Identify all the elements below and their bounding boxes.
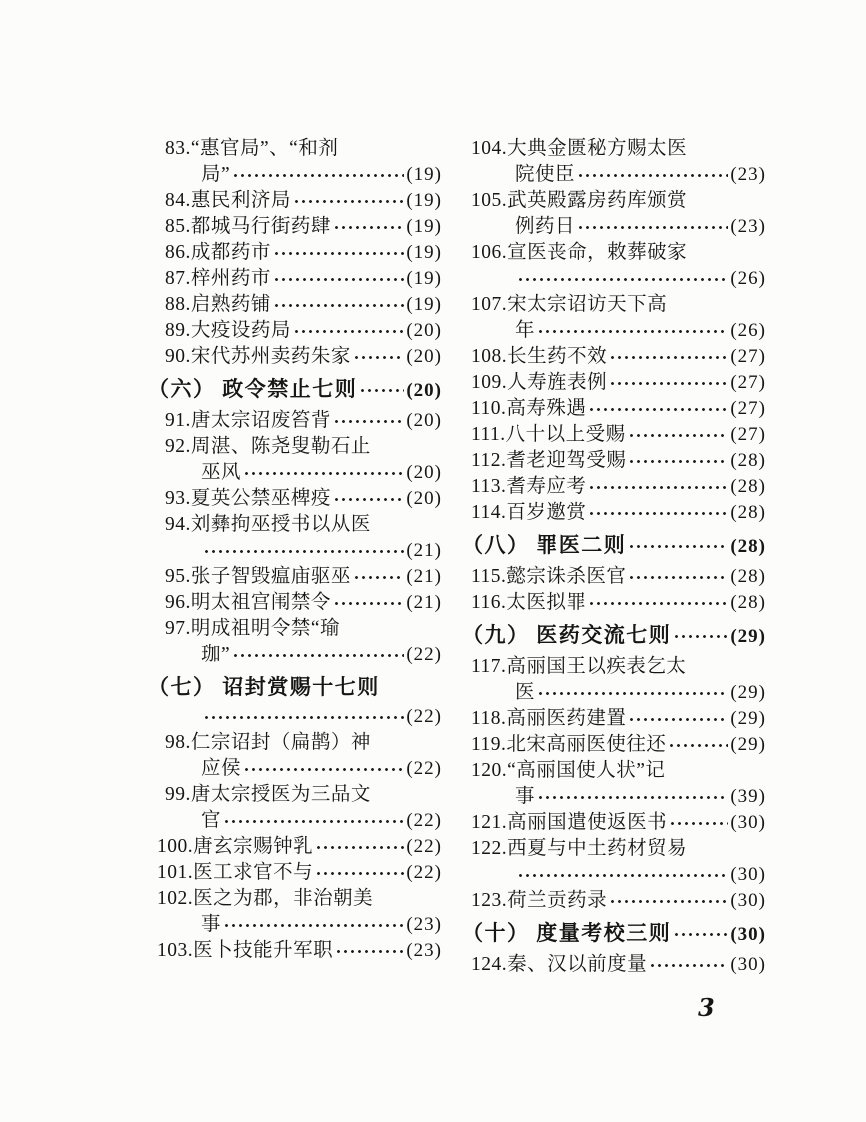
toc-line xyxy=(148,538,442,564)
toc-line xyxy=(148,214,442,240)
toc-line xyxy=(148,590,442,616)
dot-leader xyxy=(517,872,728,879)
dot-leader xyxy=(293,198,404,205)
page-ref: (20) xyxy=(406,462,442,483)
toc-text: 86.成都药市 xyxy=(165,242,271,263)
page-ref: (19) xyxy=(406,216,442,237)
toc-line xyxy=(462,266,766,292)
toc-line xyxy=(148,266,442,292)
toc-line xyxy=(462,654,766,680)
page-ref: (22) xyxy=(406,836,442,857)
toc-text: 118.高丽医药建置 xyxy=(471,708,627,729)
dot-leader xyxy=(537,794,728,801)
toc-line xyxy=(148,886,442,912)
toc-section-heading xyxy=(148,376,442,404)
toc-text: 121.高丽国遣使返医书 xyxy=(471,812,668,833)
toc-line xyxy=(462,564,766,590)
toc-text: 巫风 xyxy=(201,462,242,483)
dot-leader xyxy=(203,714,404,721)
dot-leader xyxy=(628,574,728,581)
toc-text: 102.医之为郡，非治朝美 xyxy=(157,888,374,909)
toc-column-left xyxy=(148,136,442,964)
toc-text: 88.启熟药铺 xyxy=(165,294,271,315)
toc-text: 事 xyxy=(515,786,536,807)
toc-text: 107.宋太宗诏访天下高 xyxy=(471,294,668,315)
toc-text: 110.高寿殊遇 xyxy=(471,398,587,419)
toc-text: 106.宣医丧命，敕葬破家 xyxy=(471,242,688,263)
toc-line xyxy=(148,860,442,886)
dot-leader xyxy=(243,470,404,477)
page-ref: (28) xyxy=(730,536,766,557)
dot-leader xyxy=(353,574,404,581)
page-ref: (30) xyxy=(730,864,766,885)
page-ref: (23) xyxy=(406,940,442,961)
dot-leader xyxy=(588,510,728,517)
toc-line xyxy=(148,136,442,162)
toc-text: 97.明成祖明令禁“瑜 xyxy=(165,618,341,639)
toc-text: （七） 诏封赏赐十七则 xyxy=(148,675,380,699)
page-ref: (30) xyxy=(730,890,766,911)
toc-text: 珈” xyxy=(201,644,231,665)
page-ref: (22) xyxy=(406,758,442,779)
toc-line xyxy=(462,162,766,188)
toc-line xyxy=(462,952,766,978)
dot-leader xyxy=(649,962,728,969)
toc-text: 局” xyxy=(201,164,231,185)
page-ref: (27) xyxy=(730,424,766,445)
toc-text: 113.耆寿应考 xyxy=(471,476,587,497)
toc-text: 93.夏英公禁巫椑疫 xyxy=(165,488,331,509)
toc-text: 92.周湛、陈尧叟勒石止 xyxy=(165,436,371,457)
toc-text: 年 xyxy=(515,320,536,341)
toc-line xyxy=(462,370,766,396)
toc-line xyxy=(148,834,442,860)
toc-line xyxy=(462,758,766,784)
toc-text: 94.刘彝拘巫授书以从医 xyxy=(165,514,371,535)
toc-text: 89.大疫设药局 xyxy=(165,320,291,341)
toc-line xyxy=(148,704,442,730)
toc-line xyxy=(148,188,442,214)
dot-leader xyxy=(273,302,404,309)
toc-text: 90.宋代苏州卖药朱家 xyxy=(165,346,351,367)
toc-text: 100.唐玄宗赐钟乳 xyxy=(157,836,314,857)
toc-section-heading xyxy=(462,920,766,948)
toc-line xyxy=(148,240,442,266)
toc-text: 96.明太祖宫闱禁令 xyxy=(165,592,331,613)
page-ref: (22) xyxy=(406,706,442,727)
dot-leader xyxy=(577,172,728,179)
toc-text: 119.北宋高丽医使往还 xyxy=(471,734,667,755)
toc-line xyxy=(462,784,766,810)
dot-leader xyxy=(628,543,728,550)
dot-leader xyxy=(609,380,728,387)
dot-leader xyxy=(353,354,404,361)
page-ref: (19) xyxy=(406,190,442,211)
toc-line xyxy=(462,318,766,344)
dot-leader xyxy=(517,276,728,283)
toc-column-right xyxy=(462,136,766,978)
toc-text: 117.高丽国王以疾表乞太 xyxy=(471,656,687,677)
toc-line xyxy=(148,808,442,834)
toc-line xyxy=(462,862,766,888)
dot-leader xyxy=(273,250,404,257)
page-ref: (20) xyxy=(406,488,442,509)
dot-leader xyxy=(243,766,404,773)
toc-line xyxy=(462,500,766,526)
page-ref: (28) xyxy=(730,502,766,523)
dot-leader xyxy=(223,818,404,825)
page-ref: (30) xyxy=(730,812,766,833)
dot-leader xyxy=(588,484,728,491)
toc-line xyxy=(148,460,442,486)
toc-line xyxy=(462,292,766,318)
page-ref: (20) xyxy=(406,410,442,431)
page-ref: (20) xyxy=(406,346,442,367)
toc-text: 87.梓州药市 xyxy=(165,268,271,289)
toc-text: 108.长生药不效 xyxy=(471,346,608,367)
page-ref: (29) xyxy=(730,682,766,703)
page-ref: (21) xyxy=(406,540,442,561)
dot-leader xyxy=(232,652,404,659)
toc-line xyxy=(148,408,442,434)
toc-line xyxy=(462,680,766,706)
toc-line xyxy=(462,422,766,448)
dot-leader xyxy=(628,458,728,465)
toc-line xyxy=(148,292,442,318)
dot-leader xyxy=(537,690,728,697)
toc-text: 事 xyxy=(201,914,222,935)
toc-text: 院使臣 xyxy=(515,164,576,185)
page-ref: (39) xyxy=(730,786,766,807)
dot-leader xyxy=(673,633,728,640)
page-ref: (19) xyxy=(406,242,442,263)
toc-line xyxy=(462,448,766,474)
toc-text: 官 xyxy=(201,810,222,831)
page-ref: (22) xyxy=(406,862,442,883)
toc-text: 109.人寿旌表例 xyxy=(471,372,608,393)
page-ref: (20) xyxy=(406,380,442,401)
toc-section-heading xyxy=(462,532,766,560)
toc-line xyxy=(462,136,766,162)
toc-text: 120.“高丽国使人状”记 xyxy=(471,760,666,781)
dot-leader xyxy=(315,870,404,877)
dot-leader xyxy=(628,432,729,439)
toc-line xyxy=(148,756,442,782)
toc-text: （十） 度量考校三则 xyxy=(462,921,672,945)
page-ref: (23) xyxy=(730,164,766,185)
dot-leader xyxy=(588,406,728,413)
page-ref: (28) xyxy=(730,476,766,497)
page-ref: (21) xyxy=(406,566,442,587)
dot-leader xyxy=(669,820,728,827)
dot-leader xyxy=(273,276,404,283)
toc-text: 99.唐太宗授医为三品文 xyxy=(165,784,371,805)
toc-text: （九） 医药交流七则 xyxy=(462,623,672,647)
toc-text: 85.都城马行街药肆 xyxy=(165,216,331,237)
toc-line xyxy=(148,616,442,642)
toc-text: 95.张子智毁瘟庙驱巫 xyxy=(165,566,351,587)
page-ref: (27) xyxy=(730,398,766,419)
toc-text: 应侯 xyxy=(201,758,242,779)
toc-text: （八） 罪医二则 xyxy=(462,533,627,557)
toc-line xyxy=(462,706,766,732)
dot-leader xyxy=(588,600,728,607)
toc-line xyxy=(462,810,766,836)
toc-line xyxy=(462,732,766,758)
toc-line xyxy=(462,888,766,914)
dot-leader xyxy=(609,898,728,905)
toc-text: （六） 政令禁止七则 xyxy=(148,377,358,401)
toc-line xyxy=(148,512,442,538)
toc-text: 122.西夏与中土药材贸易 xyxy=(471,838,688,859)
page-ref: (19) xyxy=(406,268,442,289)
page-ref: (28) xyxy=(730,592,766,613)
toc-text: 111.八十以上受赐 xyxy=(471,424,626,445)
page-ref: (27) xyxy=(730,346,766,367)
toc-section-heading xyxy=(462,622,766,650)
page-ref: (19) xyxy=(406,294,442,315)
page-ref: (19) xyxy=(406,164,442,185)
toc-line xyxy=(148,938,442,964)
dot-leader xyxy=(203,548,404,555)
page-ref: (26) xyxy=(730,320,766,341)
toc-text: 84.惠民利济局 xyxy=(165,190,291,211)
page-ref: (29) xyxy=(730,734,766,755)
toc-line xyxy=(148,434,442,460)
toc-line xyxy=(462,188,766,214)
page-ref: (28) xyxy=(730,566,766,587)
toc-line xyxy=(148,318,442,344)
dot-leader xyxy=(293,328,404,335)
page-ref: (30) xyxy=(730,954,766,975)
dot-leader xyxy=(333,496,404,503)
toc-text: 98.仁宗诏封（扁鹊）神 xyxy=(165,732,371,753)
toc-text: 115.懿宗诛杀医官 xyxy=(471,566,627,587)
dot-leader xyxy=(333,418,404,425)
toc-line xyxy=(148,486,442,512)
dot-leader xyxy=(537,328,728,335)
toc-text: 112.耆老迎驾受赐 xyxy=(471,450,627,471)
toc-line xyxy=(462,590,766,616)
dot-leader xyxy=(628,716,728,723)
toc-line xyxy=(462,474,766,500)
toc-line xyxy=(462,214,766,240)
dot-leader xyxy=(335,948,404,955)
dot-leader xyxy=(359,387,404,394)
dot-leader xyxy=(333,600,404,607)
toc-text: 103.医卜技能升军职 xyxy=(157,940,334,961)
page-ref: (23) xyxy=(730,216,766,237)
page-ref: (30) xyxy=(730,924,766,945)
toc-text: 124.秦、汉以前度量 xyxy=(471,954,648,975)
dot-leader xyxy=(315,844,404,851)
toc-line xyxy=(148,642,442,668)
dot-leader xyxy=(223,922,404,929)
toc-line xyxy=(148,564,442,590)
toc-line xyxy=(148,912,442,938)
toc-section-heading xyxy=(148,674,442,700)
dot-leader xyxy=(333,224,404,231)
toc-text: 105.武英殿露房药库颁赏 xyxy=(471,190,688,211)
toc-text: 114.百岁邀赏 xyxy=(471,502,587,523)
toc-text: 123.荷兰贡药录 xyxy=(471,890,608,911)
page-ref: (22) xyxy=(406,810,442,831)
toc-text: 91.唐太宗诏废笞背 xyxy=(165,410,331,431)
toc-line xyxy=(462,836,766,862)
page-ref: (21) xyxy=(406,592,442,613)
toc-line xyxy=(148,730,442,756)
toc-text: 83.“惠官局”、“和剂 xyxy=(165,138,339,159)
page-ref: (23) xyxy=(406,914,442,935)
dot-leader xyxy=(668,742,728,749)
toc-line xyxy=(148,782,442,808)
toc-line xyxy=(148,162,442,188)
page-ref: (29) xyxy=(730,626,766,647)
page-ref: (22) xyxy=(406,644,442,665)
page-ref: (27) xyxy=(730,372,766,393)
dot-leader xyxy=(609,354,728,361)
toc-line xyxy=(148,344,442,370)
toc-line xyxy=(462,240,766,266)
toc-text: 例药日 xyxy=(515,216,576,237)
toc-line xyxy=(462,396,766,422)
toc-text: 101.医工求官不与 xyxy=(157,862,314,883)
toc-line xyxy=(462,344,766,370)
page-ref: (28) xyxy=(730,450,766,471)
dot-leader xyxy=(577,224,728,231)
page-ref: (26) xyxy=(730,268,766,289)
toc-text: 116.太医拟罪 xyxy=(471,592,587,613)
toc-text: 104.大典金匮秘方赐太医 xyxy=(471,138,688,159)
dot-leader xyxy=(232,172,404,179)
toc-text: 医 xyxy=(515,682,536,703)
page-number: 3 xyxy=(698,993,715,1022)
page-ref: (20) xyxy=(406,320,442,341)
dot-leader xyxy=(673,931,728,938)
page-ref: (29) xyxy=(730,708,766,729)
